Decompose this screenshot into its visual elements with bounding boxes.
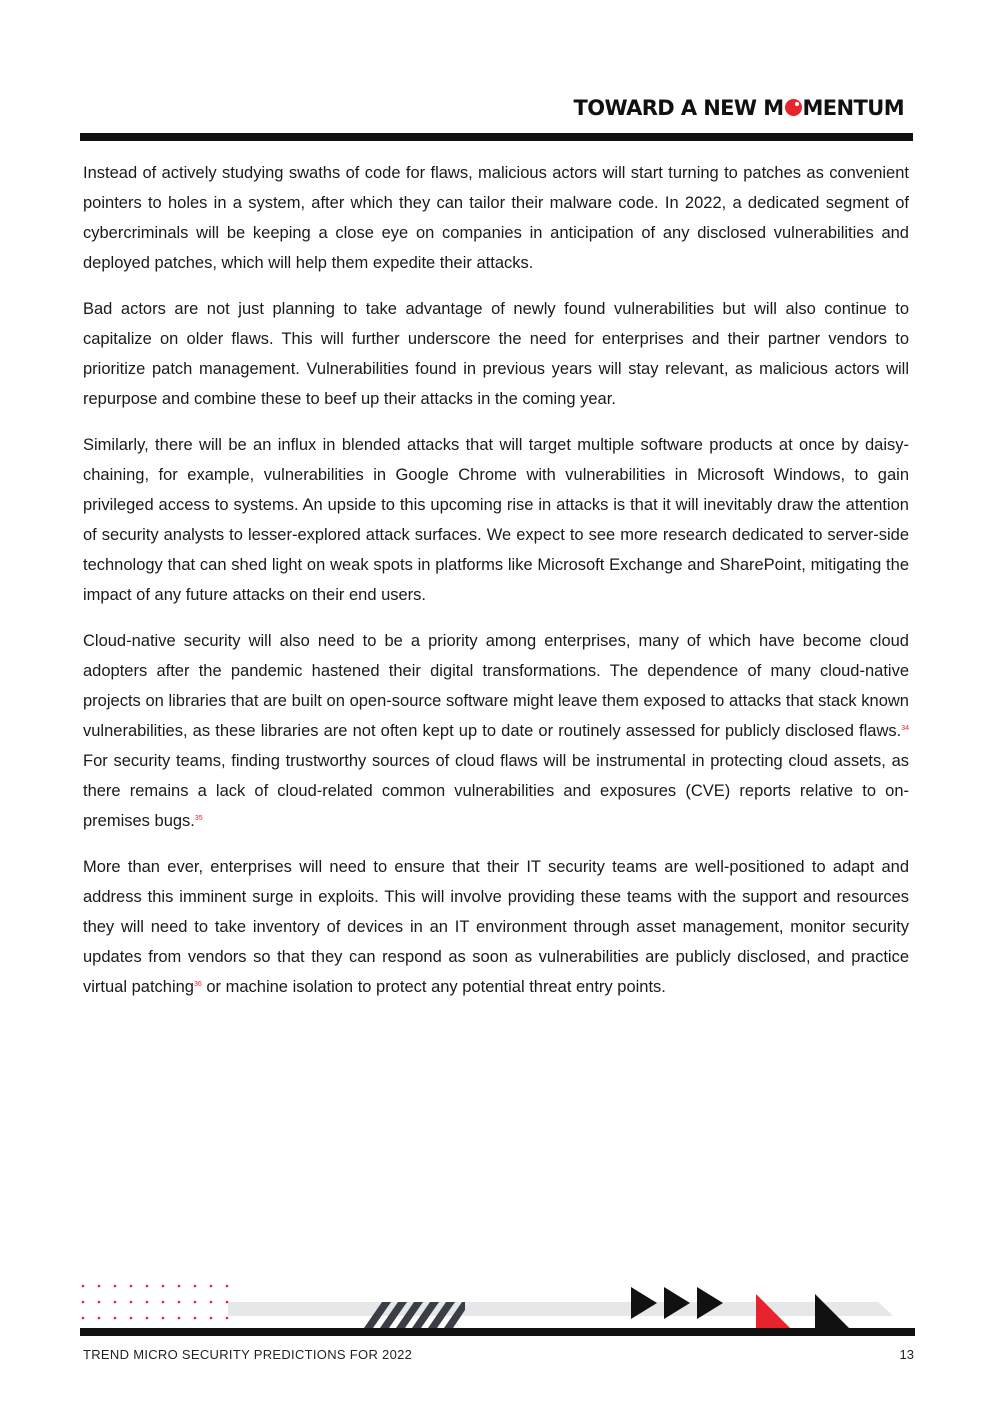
header-title-start: TOWARD A NEW M <box>573 96 784 120</box>
footnote-ref-36[interactable]: 36 <box>193 981 202 988</box>
paragraph-2: Bad actors are not just planning to take advantage of newly found vulnerabilities but will also continue to capitalize on older flaws. This will further underscore the need for enterprises and their partner vendors to prioritize patch management. Vulnerabilities found in previous years will stay relevant, as malicious actors will repurpose and combine these to beef up their attacks in the coming year. <box>83 300 909 408</box>
paragraph-4-part-1: Cloud-native security will also need to be a priority among enterprises, many of which have become cloud adopters after the pandemic hastened their digital transformations. The dependence of many cloud-native projects on libraries that are built on open-source software might leave them exposed to attacks that stack known vulnerabilities, as these libraries are not often kept up to date or routinely assessed for publicly disclosed flaws. <box>83 632 909 740</box>
article-body <box>83 158 909 1018</box>
paragraph-5-part-1: More than ever, enterprises will need to ensure that their IT security teams are well-positioned to adapt and address this imminent surge in exploits. This will involve providing these teams with the support and resources they will need to take inventory of devices in an IT environment through asset management, monitor security updates from vendors so that they can respond as soon as vulnerabilities are publicly disclosed, and practice virtual patching <box>83 858 909 996</box>
paragraph-1: Instead of actively studying swaths of code for flaws, malicious actors will start turning to patches as convenient pointers to holes in a system, after which they can tailor their malware code. In 2022, a dedicated segment of cybercriminals will be keeping a close eye on companies in anticipation of any disclosed vulnerabilities and deployed patches, which will help them expedite their attacks. <box>83 164 909 272</box>
footer-rule <box>80 1328 915 1336</box>
paragraph-5 <box>83 852 909 1002</box>
paragraph-5-part-2: or machine isolation to protect any potential threat entry points. <box>201 978 666 996</box>
paragraph-4-part-2: For security teams, finding trustworthy sources of cloud flaws will be instrumental in protecting cloud assets, as there remains a lack of cloud-related common vulnerabilities and exposures (CVE) reports relative to on-premises bugs. <box>83 752 909 830</box>
footer-publication-title: TREND MICRO SECURITY PREDICTIONS FOR 2022 <box>83 1347 413 1362</box>
footer-decorative-graphic <box>78 1280 918 1330</box>
page-number: 13 <box>899 1347 914 1362</box>
footer-gray-band <box>228 1302 898 1316</box>
header-title-end: MENTUM <box>802 96 904 120</box>
footnote-ref-35[interactable]: 35 <box>194 815 203 822</box>
footnote-ref-34[interactable]: 34 <box>901 725 909 732</box>
header-rule <box>80 133 913 141</box>
red-dot-grid-icon <box>82 1285 229 1320</box>
document-header-title <box>573 96 904 120</box>
paragraph-4 <box>83 626 909 836</box>
paragraph-3: Similarly, there will be an influx in blended attacks that will target multiple software products at once by daisy-chaining, for example, vulnerabilities in Google Chrome with vulnerabilities in Microsoft Windows, to gain privileged access to systems. An upside to this upcoming rise in attacks is that it will inevitably draw the attention of security analysts to lesser-explored attack surfaces. We expect to see more research dedicated to server-side technology that can shed light on weak spots in platforms like Microsoft Exchange and SharePoint, mitigating the impact of any future attacks on their end users. <box>83 436 909 604</box>
momentum-o-icon <box>785 99 802 116</box>
